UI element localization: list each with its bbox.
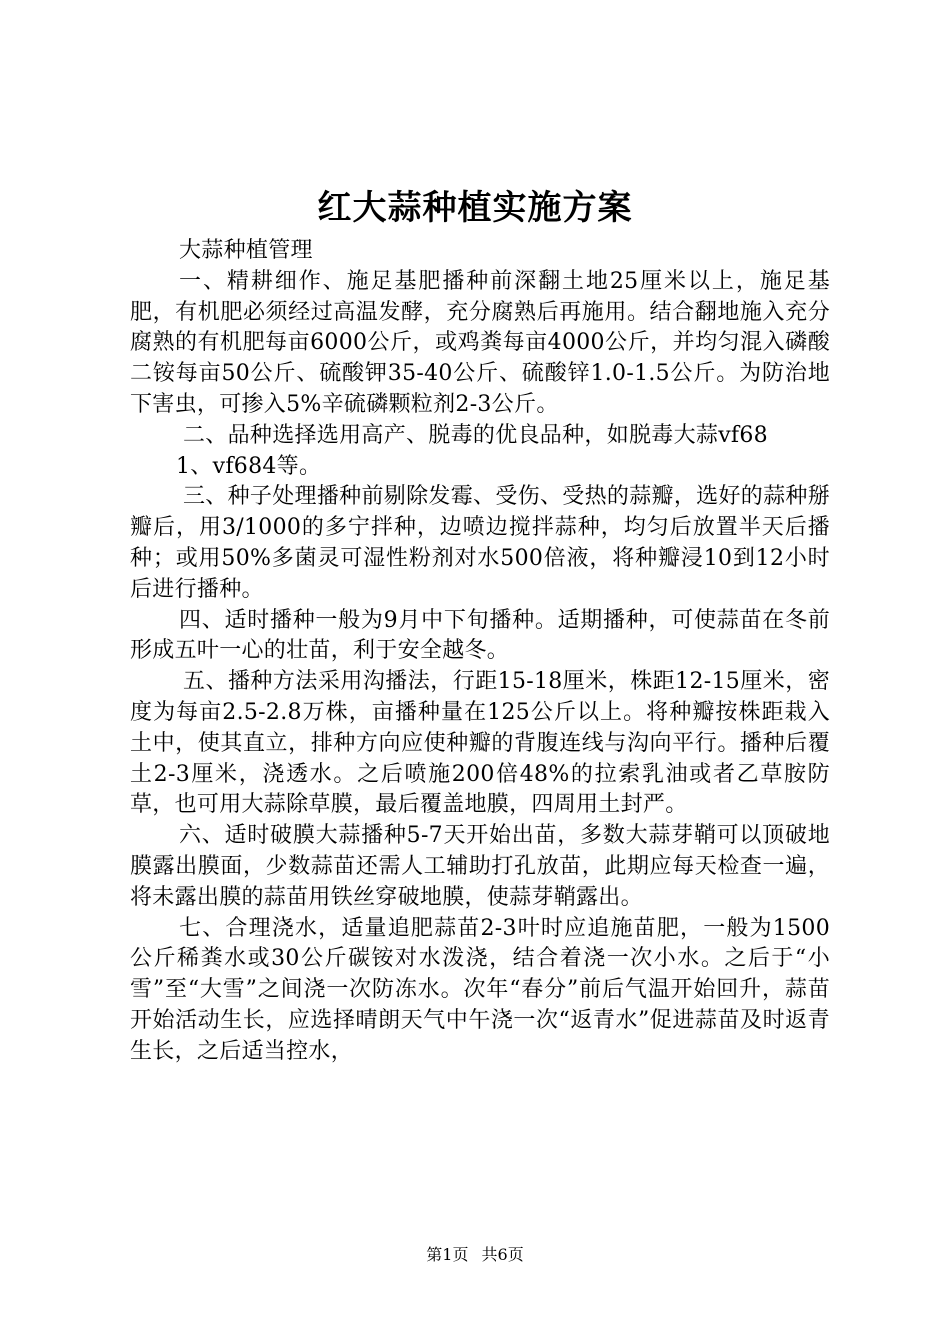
page-total: 共6页 bbox=[481, 1245, 524, 1264]
page-footer bbox=[0, 1245, 950, 1265]
section-heading: 大蒜种植管理 bbox=[179, 238, 313, 263]
paragraph-6: 五、播种方法采用沟播法，行距15-18厘米，株距12-15厘米，密度为每亩2.5-2.8万株，亩播种量在125公斤以上。将种瓣按株距栽入土中，使其直立，排种方向应使种瓣的背腹连线与沟向平行。播种后覆土2-3厘米，浇透水。之后喷施200倍48%的拉索乳油或者乙草胺防草，也可用大蒜除草膜，最后覆盖地膜，四周用土封严。 bbox=[130, 669, 830, 818]
paragraph-1: 一、精耕细作、施足基肥播种前深翻土地25厘米以上，施足基肥，有机肥必须经过高温发酵，充分腐熟后再施用。结合翻地施入充分腐熟的有机肥每亩6000公斤，或鸡粪每亩4000公斤，并均匀混入磷酸二铵每亩50公斤、硫酸钾35-40公斤、硫酸锌1.0-1.5公斤。为防治地下害虫，可掺入5%辛硫磷颗粒剂2-3公斤。 bbox=[130, 268, 830, 417]
document-body bbox=[130, 236, 830, 1068]
paragraph-4: 三、种子处理播种前剔除发霉、受伤、受热的蒜瓣，选好的蒜种掰瓣后，用3/1000的多宁拌种，边喷边搅拌蒜种，均匀后放置半天后播种；或用50%多菌灵可湿性粉剂对水500倍液，将种瓣浸10到12小时后进行播种。 bbox=[130, 484, 830, 602]
paragraph-3: 1、vf684等。 bbox=[176, 453, 322, 479]
page-number: 第1页 bbox=[426, 1245, 469, 1264]
paragraph-2: 二、品种选择选用高产、脱毒的优良品种，如脱毒大蒜vf68 bbox=[183, 422, 768, 448]
paragraph-8: 七、合理浇水，适量追肥蒜苗2-3叶时应追施苗肥，一般为1500公斤稀粪水或30公斤碳铵对水泼浇，结合着浇一次小水。之后于“小雪”至“大雪”之间浇一次防冻水。次年“春分”前后气温开始回升，蒜苗开始活动生长，应选择晴朗天气中午浇一次“返青水”促进蒜苗及时返青生长，之后适当控水， bbox=[130, 915, 830, 1064]
document-title: 红大蒜种植实施方案 bbox=[317, 188, 633, 228]
paragraph-7: 六、适时破膜大蒜播种5-7天开始出苗，多数大蒜芽鞘可以顶破地膜露出膜面，少数蒜苗还需人工辅助打孔放苗，此期应每天检查一遍，将未露出膜的蒜苗用铁丝穿破地膜，使蒜芽鞘露出。 bbox=[130, 823, 830, 910]
paragraph-5: 四、适时播种一般为9月中下旬播种。适期播种，可使蒜苗在冬前形成五叶一心的壮苗，利于安全越冬。 bbox=[130, 607, 830, 664]
